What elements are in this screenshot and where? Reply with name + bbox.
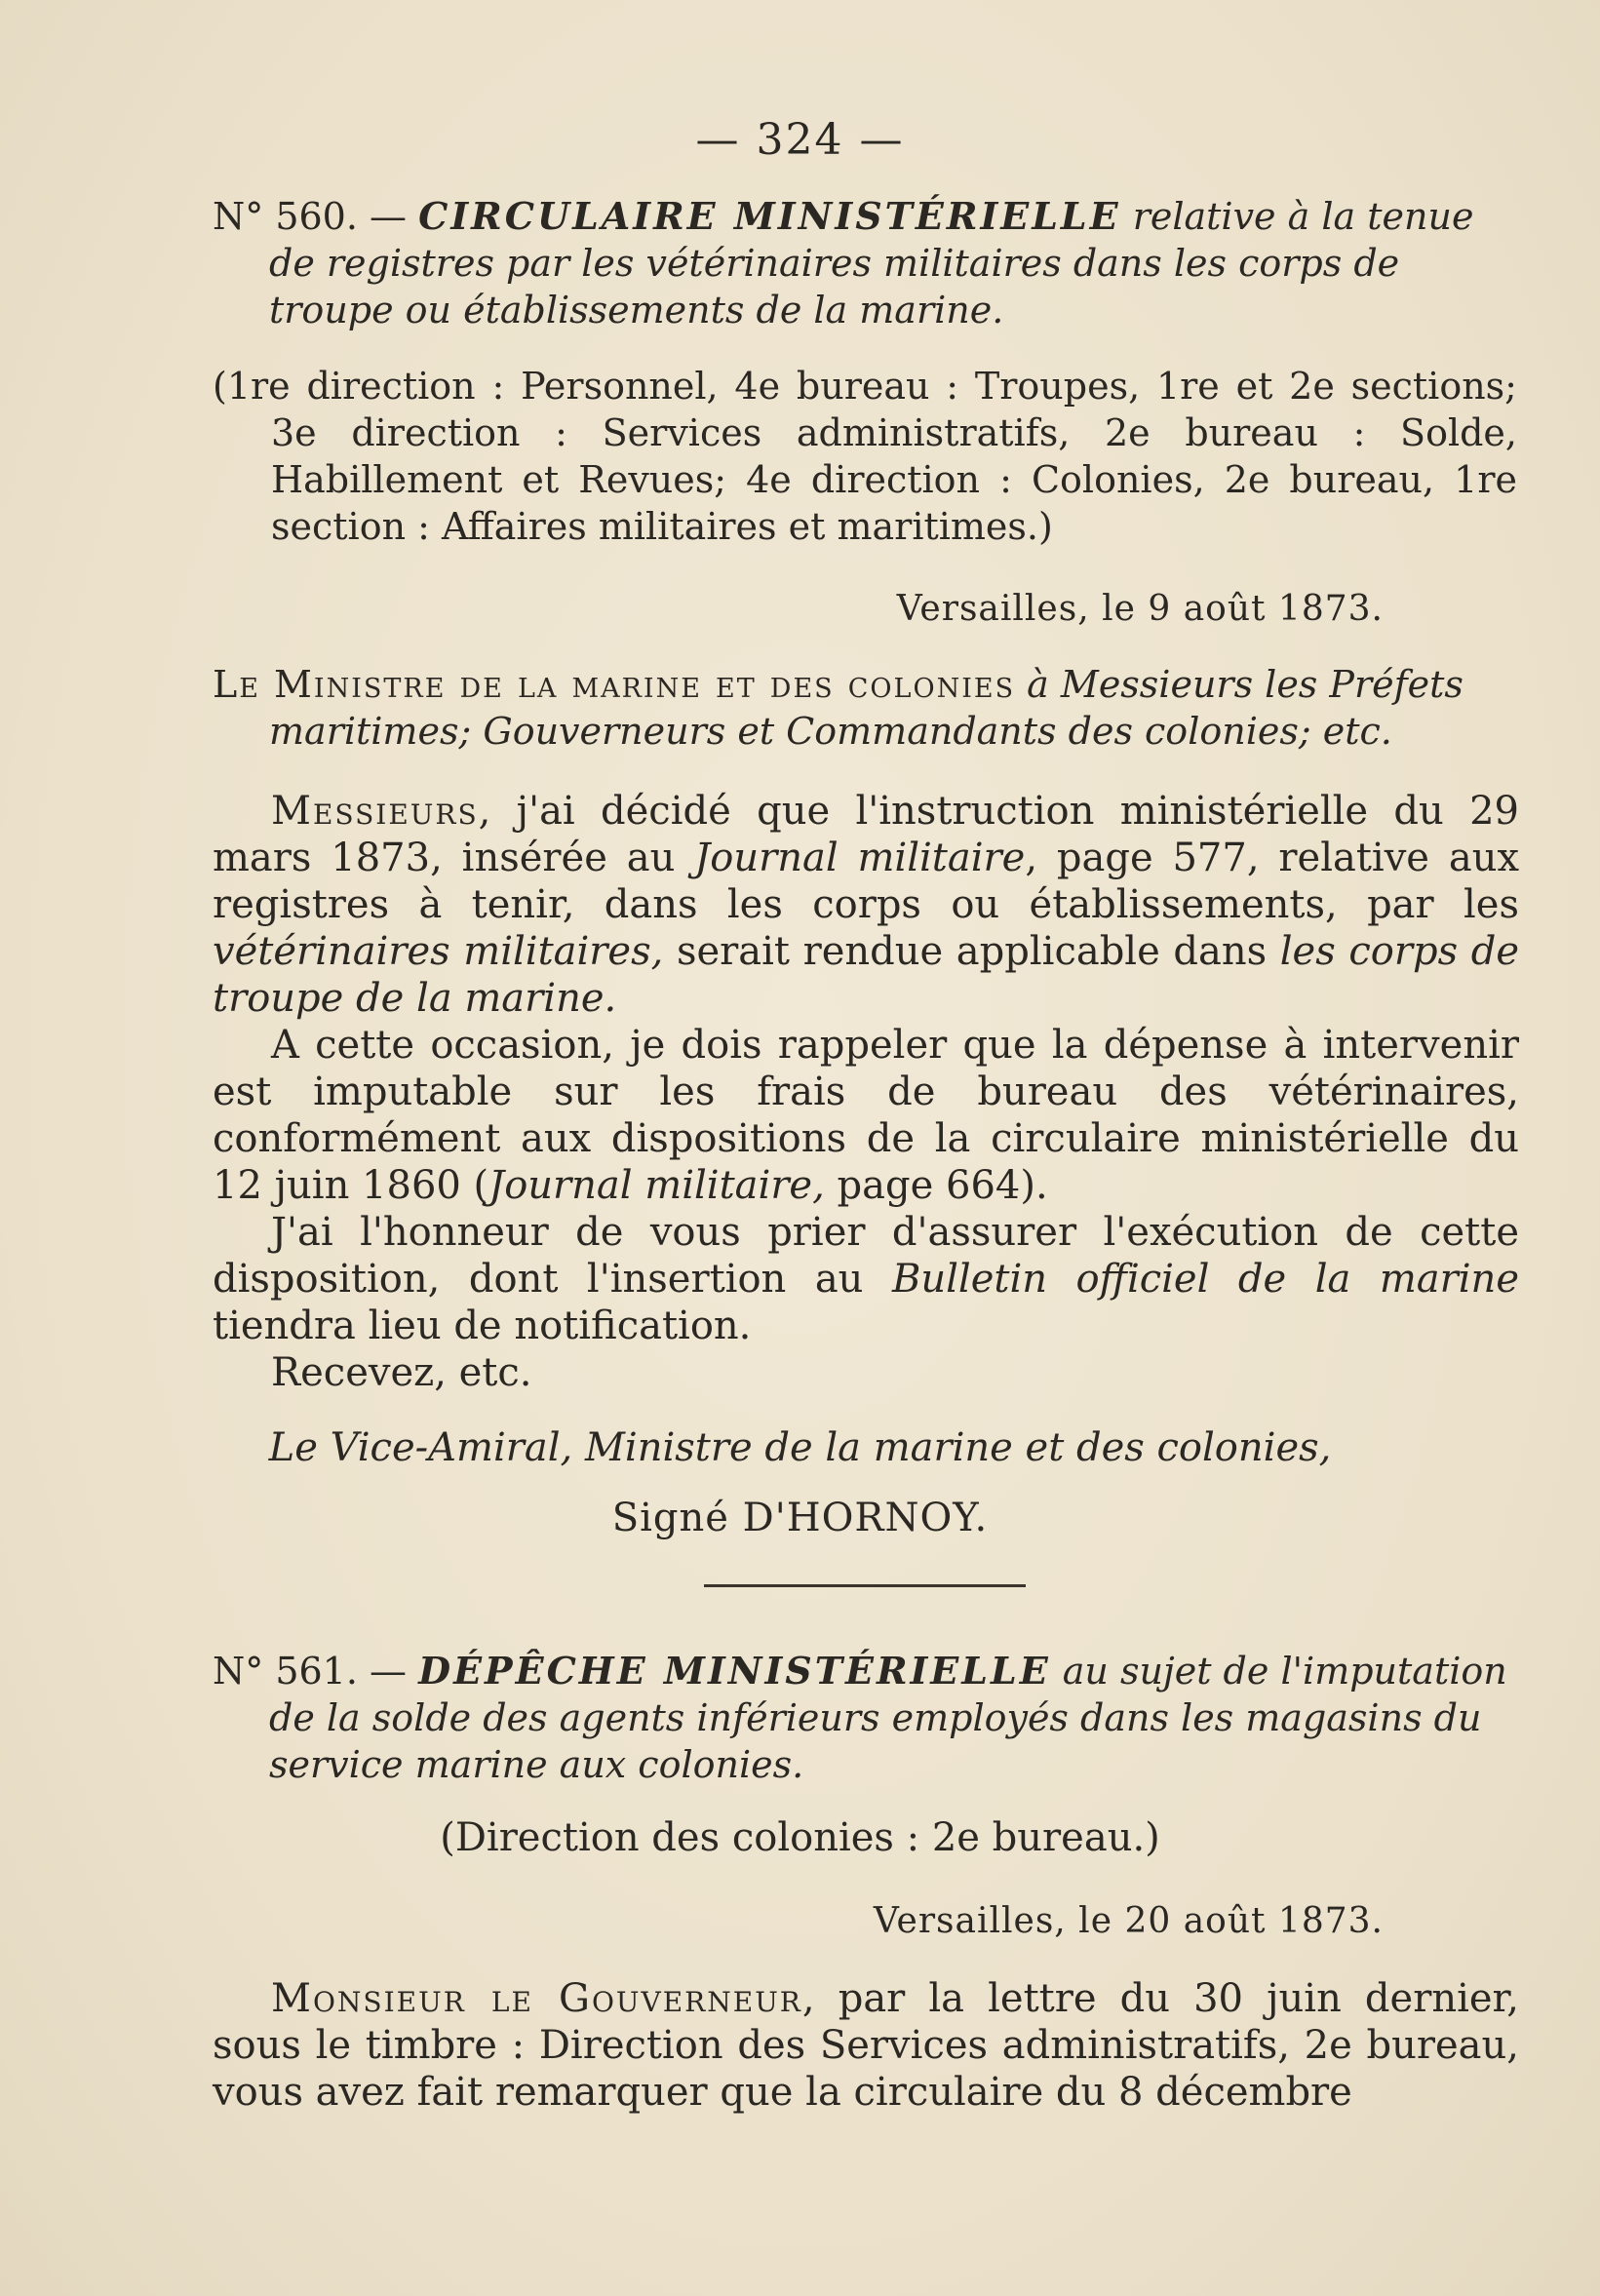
entry-560-heading — [213, 193, 1519, 333]
signature-title: Le Vice-Amiral, Ministre de la marine et des colonies, — [268, 1425, 1332, 1470]
body-paragraph-1 — [213, 788, 1519, 1022]
veterinaires-militaires: vétérinaires militaires, — [213, 929, 664, 974]
entry-560-subject: relative à la tenue de registres par les vétérinaires militaires dans les corps de troupe ou établissements de la marine. — [269, 195, 1474, 331]
journal-militaire-ref: Journal militaire, — [488, 1163, 825, 1208]
text-run: tiendra lieu de notification. — [213, 1304, 752, 1348]
entry-561-direction: (Direction des colonies : 2e bureau.) — [440, 1815, 1160, 1860]
entry-560-kind: CIRCULAIRE MINISTÉRIELLE — [418, 194, 1121, 238]
addressee-minister: Le Ministre de la marine et des colonies — [213, 663, 1016, 706]
journal-militaire-ref: Journal militaire — [694, 836, 1026, 880]
addressee-recipients: à Messieurs les Préfets maritimes; Gouverneurs et Commandants des colonies; etc. — [269, 663, 1463, 753]
entry-561-kind: DÉPÊCHE MINISTÉRIELLE — [418, 1649, 1051, 1693]
salutation: Monsieur le Gouverneur — [271, 1976, 802, 2021]
entry-561-date: Versailles, le 20 août 1873. — [873, 1901, 1384, 1941]
salutation: Messieurs — [271, 789, 479, 834]
entry-561-number: N° 561. — — [213, 1650, 419, 1693]
entry-560-body — [213, 788, 1519, 1396]
entry-560-number: N° 560. — — [213, 195, 419, 238]
text-run: A cette occasion, je dois rappeler que la dépense à intervenir est imputable sur les frais de bureau des vétérinaires, conformément aux dispositions de la circulaire ministérielle du 12 juin 1860 ( — [213, 1023, 1519, 1208]
text-run: , page 577, relative aux registres à tenir, dans les corps ou établissements, par les — [213, 836, 1520, 927]
bulletin-officiel-ref: Bulletin officiel de la marine — [891, 1257, 1519, 1302]
section-divider — [704, 1584, 1026, 1587]
entry-560-addressee — [213, 661, 1519, 755]
entry-561-body — [213, 1975, 1519, 2116]
text-run: , par la lettre du 30 juin dernier, sous le timbre : Direction des Services administratifs, 2e bureau, vous avez fait remarquer que la circulaire du 8 décembre — [213, 1976, 1520, 2115]
entry-561-heading — [213, 1648, 1519, 1788]
body-paragraph-1 — [213, 1975, 1519, 2116]
page-number: — 324 — — [695, 115, 905, 165]
body-paragraph-3 — [213, 1209, 1519, 1349]
entry-561-subject: au sujet de l'imputation de la solde des agents inférieurs employés dans les magasins du service marine aux colonies. — [269, 1650, 1507, 1786]
body-paragraph-4: Recevez, etc. — [271, 1350, 532, 1395]
corps-de-troupe: les corps de troupe de la marine. — [213, 929, 1519, 1021]
entry-560-date: Versailles, le 9 août 1873. — [896, 589, 1384, 629]
text-run: , j'ai décidé que l'instruction ministérielle du 29 mars 1873, insérée au — [213, 789, 1519, 880]
entry-560-direction: (1re direction : Personnel, 4e bureau : Troupes, 1re et 2e sections; 3e direction : Services administratifs, 2e bureau : Solde, Habillement et Revues; 4e direction : Colonies, 2e bureau, 1re section : Affaires militaires et maritimes.) — [213, 365, 1517, 548]
signature-name: Signé D'HORNOY. — [611, 1496, 989, 1540]
text-run: page 664). — [824, 1163, 1048, 1208]
body-paragraph-2 — [213, 1022, 1519, 1209]
text-run: J'ai l'honneur de vous prier d'assurer l'exécution de cette disposition, dont l'insertion au — [213, 1210, 1519, 1302]
text-run: serait rendue applicable dans — [663, 929, 1280, 974]
